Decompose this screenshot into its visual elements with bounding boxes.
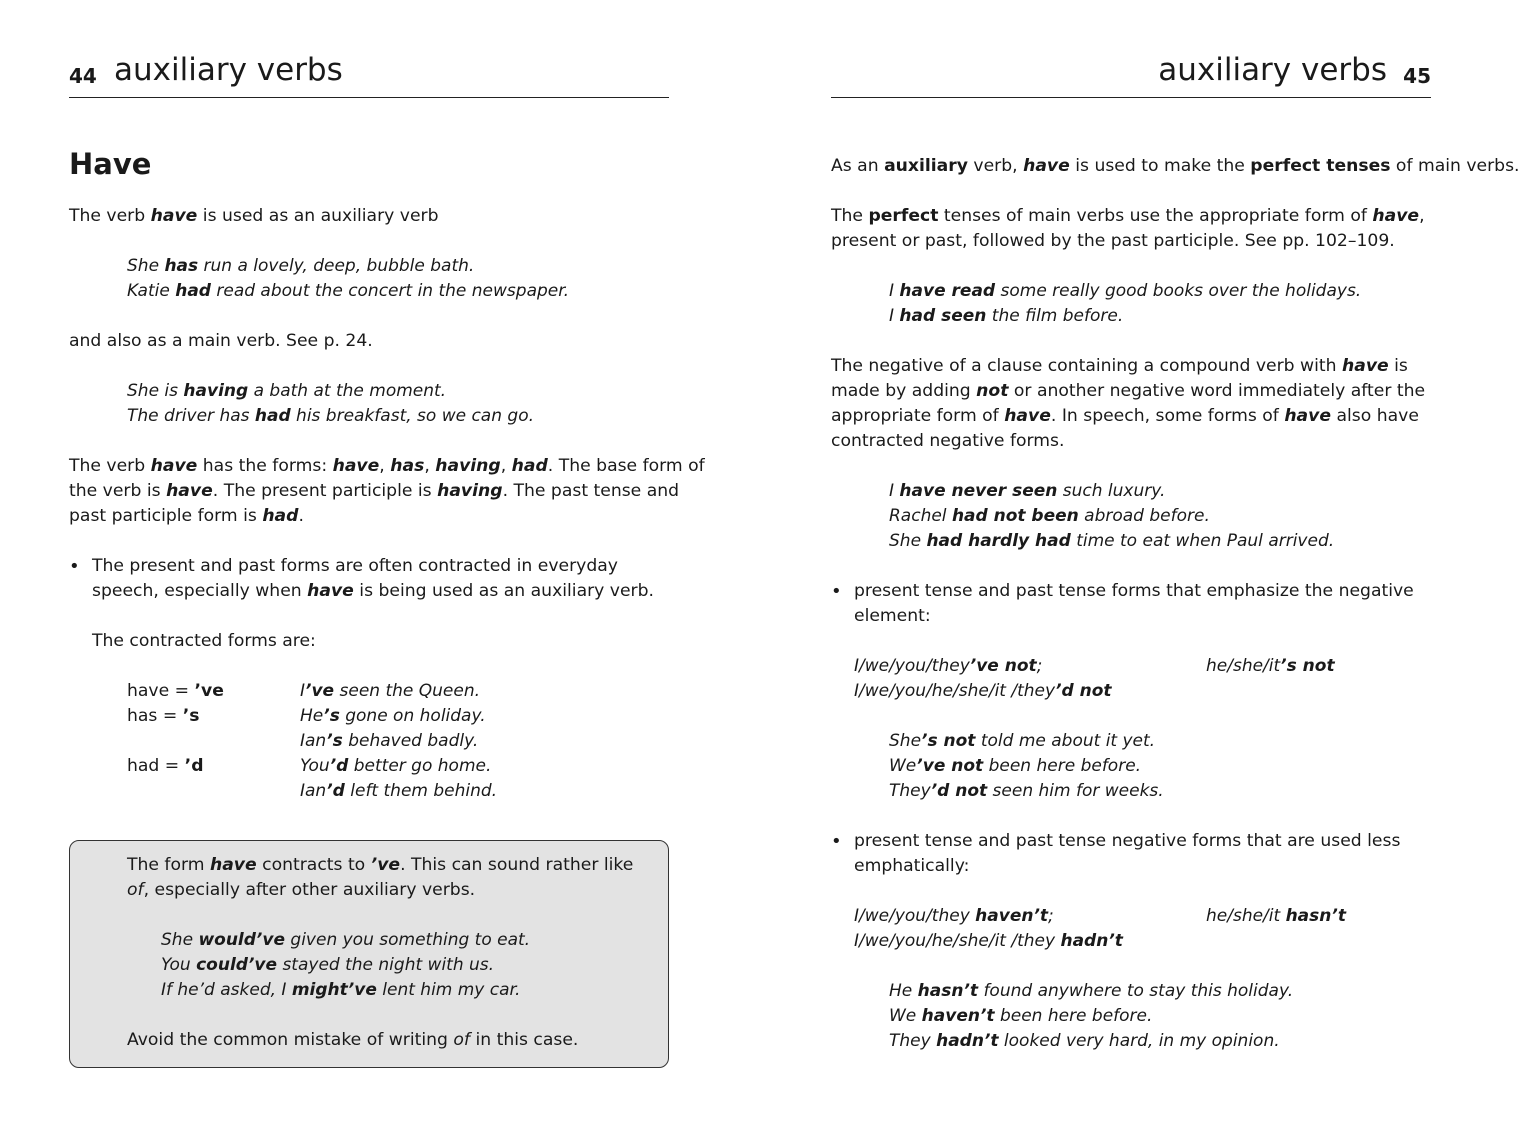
example-sentence: If he’d asked, I might’ve lent him my car. — [161, 980, 521, 1000]
paragraph-line: and also as a main verb. See p. 24. — [69, 331, 373, 351]
verb-forms: I/we/you/they’ve not; — [854, 656, 1043, 676]
example-sentence: Katie had read about the concert in the newspaper. — [127, 281, 570, 301]
page-header — [69, 50, 669, 98]
bullet-text: element: — [854, 606, 931, 626]
example-sentence: She had hardly had time to eat when Paul arrived. — [889, 531, 1335, 551]
paragraph-line: The verb have is used as an auxiliary verb — [69, 206, 439, 226]
verb-forms: I/we/you/he/she/it /they hadn’t — [854, 931, 1123, 951]
note-box — [69, 840, 669, 1068]
paragraph-line: the verb is have. The present participle is having. The past tense and — [69, 481, 680, 501]
paragraph-line: past participle form is had. — [69, 506, 304, 526]
bullet-text: present tense and past tense negative forms that are used less — [854, 831, 1401, 851]
example-sentence: She is having a bath at the moment. — [127, 381, 447, 401]
bullet-glyph: • — [69, 556, 80, 577]
paragraph-line: made by adding not or another negative word immediately after the — [831, 381, 1426, 401]
bullet-text: The present and past forms are often contracted in everyday — [92, 556, 618, 576]
paragraph-line: The negative of a clause containing a compound verb with have is — [831, 356, 1408, 376]
paragraph-line: As an auxiliary verb, have is used to make the perfect tenses of main verbs. — [831, 156, 1520, 176]
example-sentence: We haven’t been here before. — [889, 1006, 1153, 1026]
contraction-form: have = ’ve — [127, 681, 224, 701]
contraction-example: You’d better go home. — [300, 756, 492, 776]
right-page — [831, 0, 1520, 1137]
paragraph-line: The verb have has the forms: have, has, having, had. The base form of — [69, 456, 705, 476]
verb-forms: he/she/it’s not — [1206, 656, 1335, 676]
contraction-example: He’s gone on holiday. — [300, 706, 486, 726]
example-sentence: They hadn’t looked very hard, in my opinion. — [889, 1031, 1280, 1051]
bullet-glyph: • — [831, 831, 842, 852]
paragraph-line: The perfect tenses of main verbs use the appropriate form of have, — [831, 206, 1425, 226]
example-sentence: She has run a lovely, deep, bubble bath. — [127, 256, 475, 276]
verb-forms: I/we/you/he/she/it /they’d not — [854, 681, 1112, 701]
contraction-example: I’ve seen the Queen. — [300, 681, 481, 701]
paragraph-line: appropriate form of have. In speech, some forms of have also have — [831, 406, 1419, 426]
contraction-form: has = ’s — [127, 706, 200, 726]
note-text: Avoid the common mistake of writing of in this case. — [127, 1030, 579, 1050]
bullet-text: The contracted forms are: — [92, 631, 316, 651]
example-sentence: Rachel had not been abroad before. — [889, 506, 1210, 526]
bullet-text: emphatically: — [854, 856, 970, 876]
example-sentence: She would’ve given you something to eat. — [161, 930, 531, 950]
example-sentence: She’s not told me about it yet. — [889, 731, 1156, 751]
bullet-glyph: • — [831, 581, 842, 602]
example-sentence: They’d not seen him for weeks. — [889, 781, 1164, 801]
note-text: of, especially after other auxiliary verbs. — [127, 880, 476, 900]
running-title: auxiliary verbs — [114, 52, 343, 88]
example-sentence: The driver has had his breakfast, so we can go. — [127, 406, 535, 426]
section-heading: Have — [69, 147, 152, 181]
example-sentence: He hasn’t found anywhere to stay this holiday. — [889, 981, 1294, 1001]
bullet-text: present tense and past tense forms that emphasize the negative — [854, 581, 1414, 601]
bullet-text: speech, especially when have is being used as an auxiliary verb. — [92, 581, 654, 601]
example-sentence: I had seen the film before. — [889, 306, 1124, 326]
paragraph-line: contracted negative forms. — [831, 431, 1065, 451]
example-sentence: I have read some really good books over the holidays. — [889, 281, 1362, 301]
contraction-example: Ian’d left them behind. — [300, 781, 498, 801]
verb-forms: he/she/it hasn’t — [1206, 906, 1346, 926]
example-sentence: I have never seen such luxury. — [889, 481, 1166, 501]
example-sentence: You could’ve stayed the night with us. — [161, 955, 495, 975]
page-number: 44 — [69, 64, 97, 88]
verb-forms: I/we/you/they haven’t; — [854, 906, 1054, 926]
page-number: 45 — [1403, 64, 1431, 88]
left-page — [69, 0, 705, 1137]
note-text: The form have contracts to ’ve. This can sound rather like — [127, 855, 634, 875]
page-header — [831, 50, 1431, 98]
paragraph-line: present or past, followed by the past participle. See pp. 102–109. — [831, 231, 1395, 251]
example-sentence: We’ve not been here before. — [889, 756, 1142, 776]
contraction-form: had = ’d — [127, 756, 204, 776]
running-title: auxiliary verbs — [1158, 52, 1387, 88]
contraction-example: Ian’s behaved badly. — [300, 731, 479, 751]
